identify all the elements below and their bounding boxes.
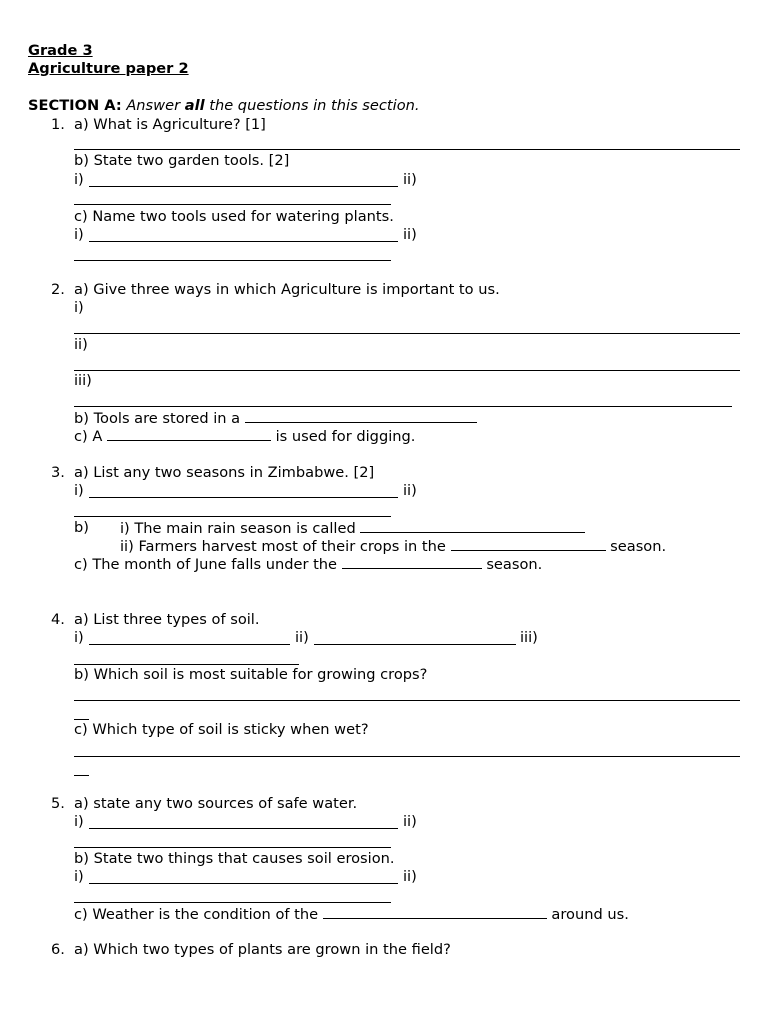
question-3a: a) List any two seasons in Zimbabwe. [2]: [74, 464, 375, 481]
question-4c: c) Which type of soil is sticky when wet?: [74, 721, 369, 738]
question-3c: c) The month of June falls under the season.: [74, 556, 543, 573]
paper-heading: Agriculture paper 2: [28, 60, 189, 77]
answer-line[interactable]: [74, 204, 391, 205]
answer-line[interactable]: [74, 902, 391, 903]
answer-line[interactable]: [89, 186, 398, 187]
answer-line[interactable]: [74, 719, 89, 720]
question-5b: b) State two things that causes soil erosion.: [74, 850, 395, 867]
question-5a-ii: ii): [403, 813, 417, 830]
question-2c: c) A is used for digging.: [74, 428, 416, 445]
question-1b-i: i): [74, 171, 84, 188]
question-2a-i: i): [74, 299, 84, 316]
question-3-number: 3.: [51, 464, 65, 481]
question-1c-ii: ii): [403, 226, 417, 243]
answer-line[interactable]: [89, 644, 290, 645]
answer-line[interactable]: [74, 260, 391, 261]
answer-line[interactable]: [74, 847, 391, 848]
question-1a: a) What is Agriculture? [1]: [74, 116, 266, 133]
answer-line[interactable]: [314, 644, 516, 645]
question-2-number: 2.: [51, 281, 65, 298]
answer-line[interactable]: [74, 775, 89, 776]
question-5b-i: i): [74, 868, 84, 885]
answer-line[interactable]: [89, 497, 398, 498]
question-5a-i: i): [74, 813, 84, 830]
answer-line[interactable]: [89, 828, 398, 829]
question-5c: c) Weather is the condition of the around us.: [74, 906, 629, 923]
question-6-number: 6.: [51, 941, 65, 958]
question-4b: b) Which soil is most suitable for growing crops?: [74, 666, 428, 683]
answer-line[interactable]: [74, 664, 299, 665]
grade-heading: Grade 3: [28, 42, 93, 59]
question-6a: a) Which two types of plants are grown in the field?: [74, 941, 451, 958]
question-4a-ii: ii): [295, 629, 309, 646]
answer-line[interactable]: [89, 883, 398, 884]
question-2a-ii: ii): [74, 336, 88, 353]
question-1-number: 1.: [51, 116, 65, 133]
question-4a-iii: iii): [520, 629, 538, 646]
question-2a-iii: iii): [74, 372, 92, 389]
answer-line[interactable]: [74, 370, 740, 371]
question-5-number: 5.: [51, 795, 65, 812]
question-3b-label: b): [74, 519, 89, 536]
fill-blank[interactable]: [107, 427, 271, 441]
question-4a: a) List three types of soil.: [74, 611, 260, 628]
question-1b: b) State two garden tools. [2]: [74, 152, 290, 169]
question-2b: b) Tools are stored in a: [74, 409, 477, 427]
section-heading: [28, 97, 420, 114]
question-5a: a) state any two sources of safe water.: [74, 795, 358, 812]
answer-line[interactable]: [74, 700, 740, 701]
fill-blank[interactable]: [323, 905, 547, 919]
question-4a-i: i): [74, 629, 84, 646]
question-3b-ii: ii) Farmers harvest most of their crops in the season.: [120, 538, 667, 555]
fill-blank[interactable]: [245, 409, 477, 423]
section-instruction: Answer all the questions in this section.: [126, 97, 420, 114]
question-2a: a) Give three ways in which Agriculture is important to us.: [74, 281, 500, 298]
question-1c: c) Name two tools used for watering plants.: [74, 208, 394, 225]
answer-line[interactable]: [74, 406, 732, 407]
question-4-number: 4.: [51, 611, 65, 628]
answer-line[interactable]: [74, 756, 740, 757]
fill-blank[interactable]: [360, 519, 585, 533]
fill-blank[interactable]: [342, 555, 482, 569]
question-5b-ii: ii): [403, 868, 417, 885]
fill-blank[interactable]: [451, 537, 606, 551]
question-1c-i: i): [74, 226, 84, 243]
question-3b-i: i) The main rain season is called: [120, 519, 585, 537]
question-1b-ii: ii): [403, 171, 417, 188]
question-3a-ii: ii): [403, 482, 417, 499]
answer-line[interactable]: [74, 516, 391, 517]
question-3a-i: i): [74, 482, 84, 499]
answer-line[interactable]: [89, 241, 398, 242]
answer-line[interactable]: [74, 333, 740, 334]
answer-line[interactable]: [74, 149, 740, 150]
section-label: SECTION A:: [28, 97, 122, 114]
